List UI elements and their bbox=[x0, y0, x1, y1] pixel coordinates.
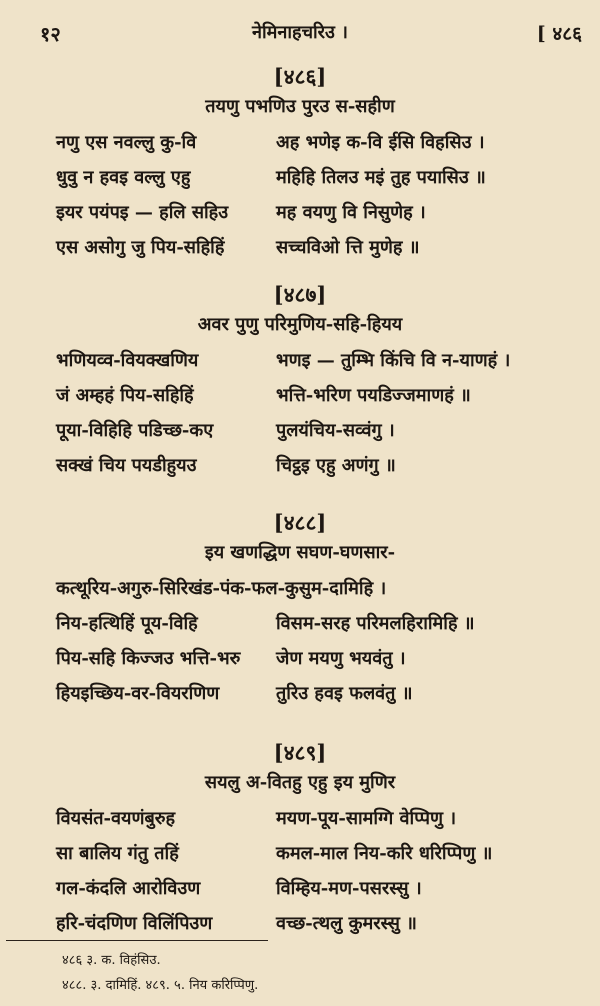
verse-line-second-half: तुरिउ हवइ फलवंतु ॥ bbox=[276, 683, 413, 704]
verse-line-first-half: गल-कंदलि आरोविउण bbox=[56, 878, 201, 899]
verse-heading: सयलु अ-वितहु एहु इय मुणिर bbox=[204, 772, 396, 793]
verse-line-full: कत्थूरिय-अगुरु-सिरिखंड-पंक-फल-कुसुम-दामिहि । bbox=[56, 578, 387, 599]
page-number: १२ bbox=[40, 22, 61, 46]
verse-line-second-half: पुलयंचिय-सव्वंगु । bbox=[276, 420, 395, 441]
verse-line-second-half: सच्चविओ त्ति मुणेह ॥ bbox=[276, 237, 420, 258]
running-header bbox=[0, 18, 600, 46]
verse-line-second-half: भत्ति-भरिण पयडिज्जमाणहं ॥ bbox=[276, 385, 471, 406]
verse-line-first-half: वियसंत-वयणंबुरुह bbox=[56, 808, 176, 829]
verse-line-second-half: जेण मयणु भयवंतु । bbox=[276, 648, 406, 669]
verse-line bbox=[0, 802, 600, 837]
verse-line-second-half: कमल-माल निय-करि धरिप्पिणु ॥ bbox=[276, 843, 493, 864]
verse-line bbox=[0, 607, 600, 642]
verse-line-first-half: हरि-चंदणिण विलिंपिउण bbox=[56, 913, 213, 934]
verse-line bbox=[0, 572, 600, 607]
running-title: नेमिनाहचरिउ । bbox=[251, 22, 349, 43]
verse-line-second-half: विम्हिय-मण-पसरस्सु । bbox=[276, 878, 422, 899]
verse-line-second-half: विसम-सरह परिमलहिरामिहि ॥ bbox=[276, 613, 475, 634]
verse-block-489 bbox=[0, 738, 600, 942]
verse-line bbox=[0, 379, 600, 414]
verse-line-first-half: जं अम्हहं पिय-सहिहिं bbox=[56, 385, 194, 406]
verse-line bbox=[0, 837, 600, 872]
verse-line-first-half: नणु एस नवल्लु कु-वि bbox=[56, 132, 197, 153]
verse-line-first-half: हियइच्छिय-वर-वियरणिण bbox=[56, 683, 220, 704]
verse-number: [४८७] bbox=[273, 282, 327, 307]
verse-line-second-half: चिट्ठइ एहु अणंगु ॥ bbox=[276, 455, 396, 476]
verse-line bbox=[0, 231, 600, 266]
verse-line bbox=[0, 196, 600, 231]
footnote: ४८६ ३. क. विहंसिउ. bbox=[62, 953, 161, 968]
verse-line bbox=[0, 414, 600, 449]
verse-line bbox=[0, 677, 600, 712]
verse-line-second-half: मयण-पूय-सामग्गि वेप्पिणु । bbox=[276, 808, 457, 829]
verse-line bbox=[0, 907, 600, 942]
verse-line-second-half: वच्छ-त्थलु कुमरस्सु ॥ bbox=[276, 913, 417, 934]
verse-line bbox=[0, 161, 600, 196]
verse-line bbox=[0, 126, 600, 161]
verse-line-second-half: भणइ — तुम्भि किंचि वि न-याणहं । bbox=[276, 350, 511, 371]
verse-line bbox=[0, 344, 600, 379]
verse-heading: तयणु पभणिउ पुरउ स-सहीण bbox=[205, 96, 395, 117]
verse-line-first-half: एस असोगु जु पिय-सहिहिं bbox=[56, 237, 225, 258]
verse-line-second-half: मह वयणु वि निसुणेह । bbox=[276, 202, 426, 223]
verse-line-second-half: महिहि तिलउ मइं तुह पयासिउ ॥ bbox=[276, 167, 486, 188]
verse-block-486 bbox=[0, 62, 600, 266]
verse-line bbox=[0, 642, 600, 677]
verse-line-first-half: निय-हत्थिहिं पूय-विहि bbox=[56, 613, 198, 634]
verse-reference: [ ४८६ bbox=[536, 23, 582, 45]
verse-line-first-half: धुवु न हवइ वल्लु एहु bbox=[56, 167, 191, 188]
verse-line-first-half: भणियव्व-वियक्खणिय bbox=[56, 350, 199, 371]
verse-line-second-half: अह भणेइ क-वि ईसि विहसिउ । bbox=[276, 132, 485, 153]
verse-number: [४८९] bbox=[273, 740, 327, 765]
verse-number: [४८६] bbox=[273, 64, 327, 89]
verse-heading: अवर पुणु परिमुणिय-सहि-हियय bbox=[197, 314, 403, 335]
footnote-divider bbox=[6, 940, 268, 941]
verse-line bbox=[0, 872, 600, 907]
verse-number: [४८८] bbox=[273, 510, 327, 535]
footnote: ४८८. ३. दामिहिं. ४८९. ५. निय करिप्पिणु. bbox=[62, 978, 259, 993]
verse-line-first-half: पूया-विहिहि पडिच्छ-कए bbox=[56, 420, 214, 441]
verse-heading: इय खणद्धिण सघण-घणसार- bbox=[204, 542, 396, 563]
verse-line bbox=[0, 449, 600, 484]
verse-line-first-half: पिय-सहि किज्जउ भत्ति-भरु bbox=[56, 648, 241, 669]
verse-line-first-half: सा बालिय गंतु तहिं bbox=[56, 843, 179, 864]
verse-block-488 bbox=[0, 508, 600, 712]
verse-line-first-half: इयर पयंपइ — हलि सहिउ bbox=[56, 202, 229, 223]
verse-block-487 bbox=[0, 280, 600, 484]
verse-line-first-half: सक्खं चिय पयडीहुयउ bbox=[56, 455, 197, 476]
